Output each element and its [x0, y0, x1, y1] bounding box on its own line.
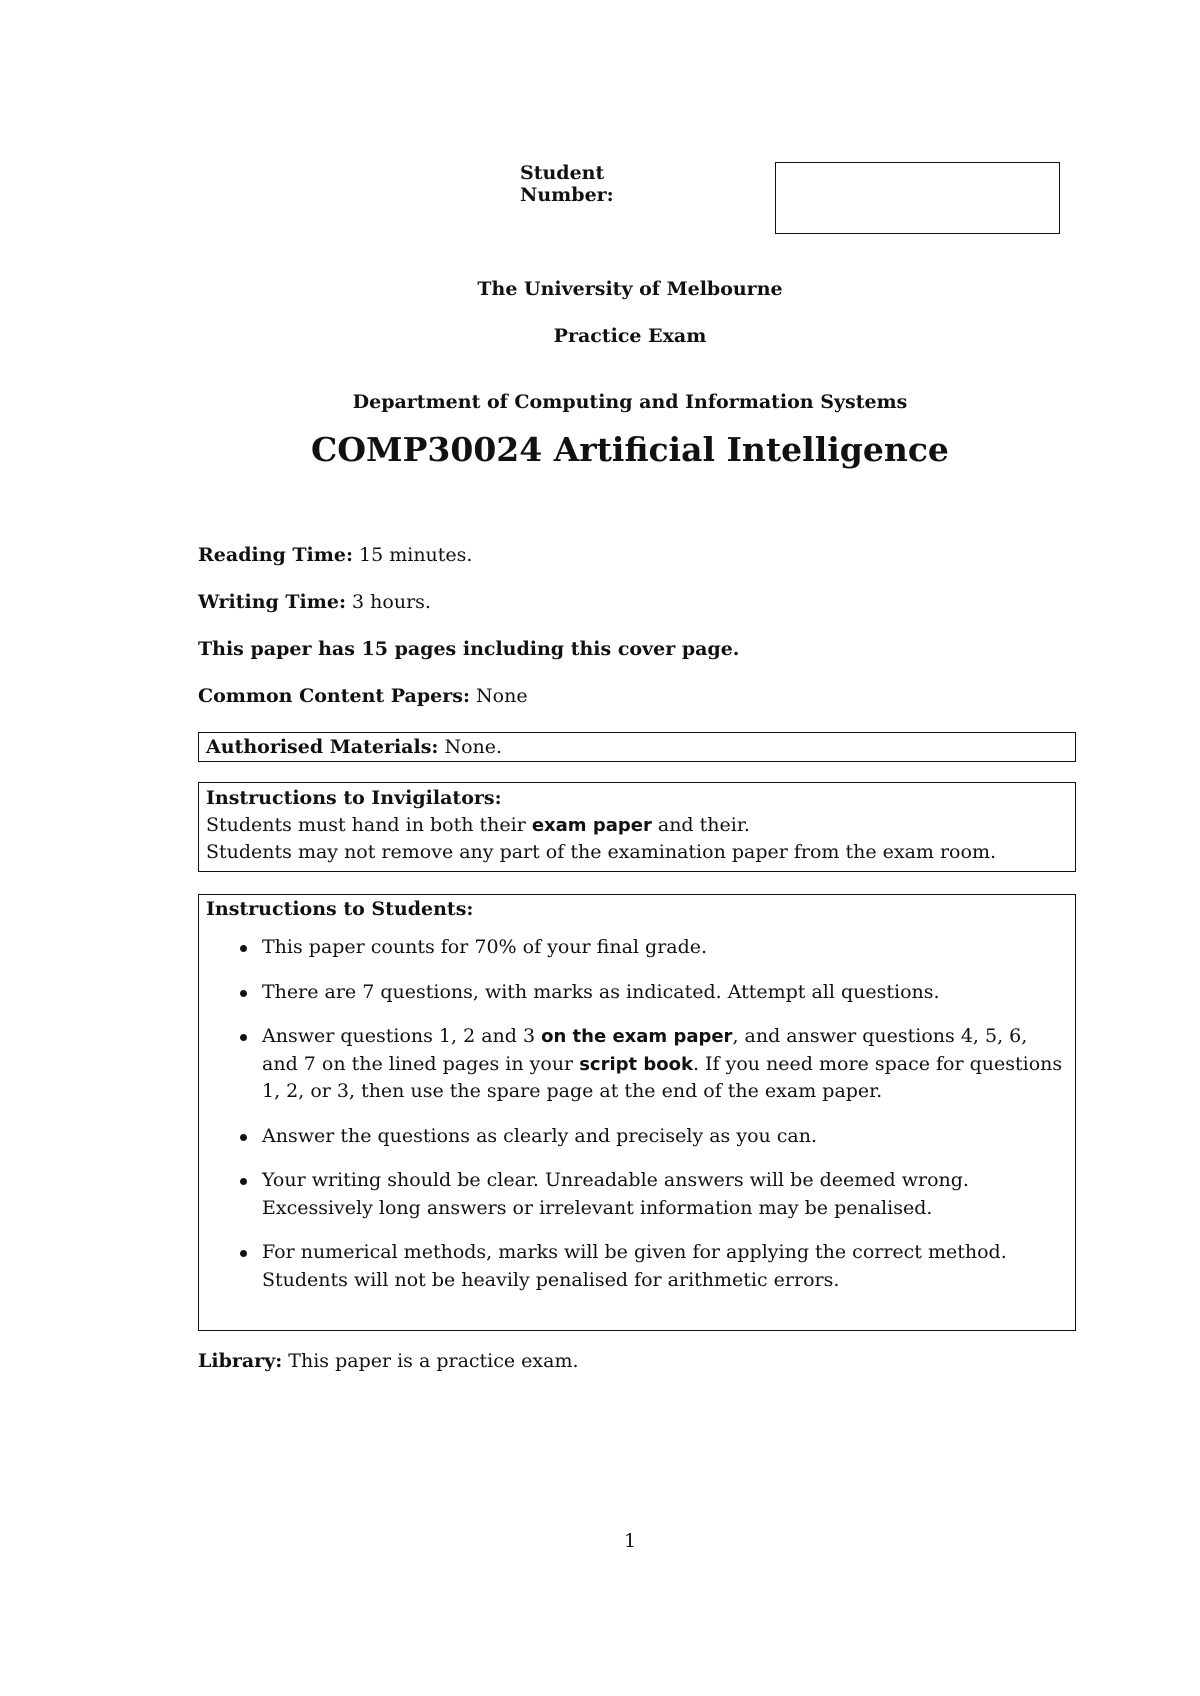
student-number-label: Student Number: [520, 162, 614, 206]
authorised-materials-value: None. [444, 736, 503, 758]
invigilator-instructions-title: Instructions to Invigilators: [206, 787, 502, 809]
library-value: This paper is a practice exam. [288, 1350, 579, 1372]
university-name: The University of Melbourne [477, 278, 783, 300]
common-content-value: None [476, 685, 528, 707]
page-number: 1 [623, 1530, 637, 1552]
authorised-materials-box [198, 732, 1076, 762]
writing-time-label: Writing Time: [198, 591, 346, 613]
reading-time-value: 15 minutes. [359, 544, 473, 566]
department-name: Department of Computing and Information Systems [352, 391, 908, 413]
common-content-label: Common Content Papers: [198, 685, 470, 707]
student-instructions-list [206, 934, 1068, 1294]
reading-time-label: Reading Time: [198, 544, 353, 566]
exam-type: Practice Exam [553, 325, 707, 347]
reading-time [198, 544, 472, 566]
bold-segment: on the exam paper [541, 1026, 733, 1047]
page-count-line: This paper has 15 pages including this cover page. [198, 638, 740, 660]
list-item: Answer the questions as clearly and precisely as you can. [236, 1123, 1068, 1151]
student-instructions-title: Instructions to Students: [206, 898, 474, 920]
text-segment: . If you need more space for questions 1, 2, or 3, then use the spare page at the end of the exam paper. [262, 1052, 1063, 1102]
invigilator-instruction-line: Students may not remove any part of the examination paper from the exam room. [206, 841, 996, 863]
list-item: Your writing should be clear. Unreadable answers will be deemed wrong. Excessively long answers or irrelevant information may be penalised. [236, 1167, 1068, 1222]
invigilator-instructions-box [198, 782, 1076, 872]
authorised-materials-label: Authorised Materials: [206, 736, 439, 758]
student-instructions-box [198, 894, 1076, 1331]
writing-time [198, 591, 431, 613]
list-item: There are 7 questions, with marks as indicated. Attempt all questions. [236, 979, 1068, 1007]
writing-time-value: 3 hours. [352, 591, 431, 613]
list-item: This paper counts for 70% of your final grade. [236, 934, 1068, 962]
list-item: For numerical methods, marks will be given for applying the correct method. Students will not be heavily penalised for arithmetic errors. [236, 1239, 1068, 1294]
library-line [198, 1350, 579, 1372]
text-segment: and their. [651, 814, 750, 836]
list-item [236, 1023, 1068, 1106]
common-content-papers [198, 685, 528, 707]
text-segment: Students must hand in both their [206, 814, 532, 836]
bold-segment: script book [579, 1053, 693, 1075]
bold-segment: exam paper [531, 815, 652, 836]
course-title: COMP30024 Artificial Intelligence [311, 430, 949, 469]
invigilator-instruction-line [206, 812, 1068, 839]
student-number-box[interactable] [775, 162, 1060, 234]
text-segment: Answer questions 1, 2 and 3 [262, 1025, 542, 1047]
library-label: Library: [198, 1350, 283, 1372]
text-segment: , and answer questions 4, 5, 6, and 7 on the lined pages in your [262, 1025, 1028, 1075]
